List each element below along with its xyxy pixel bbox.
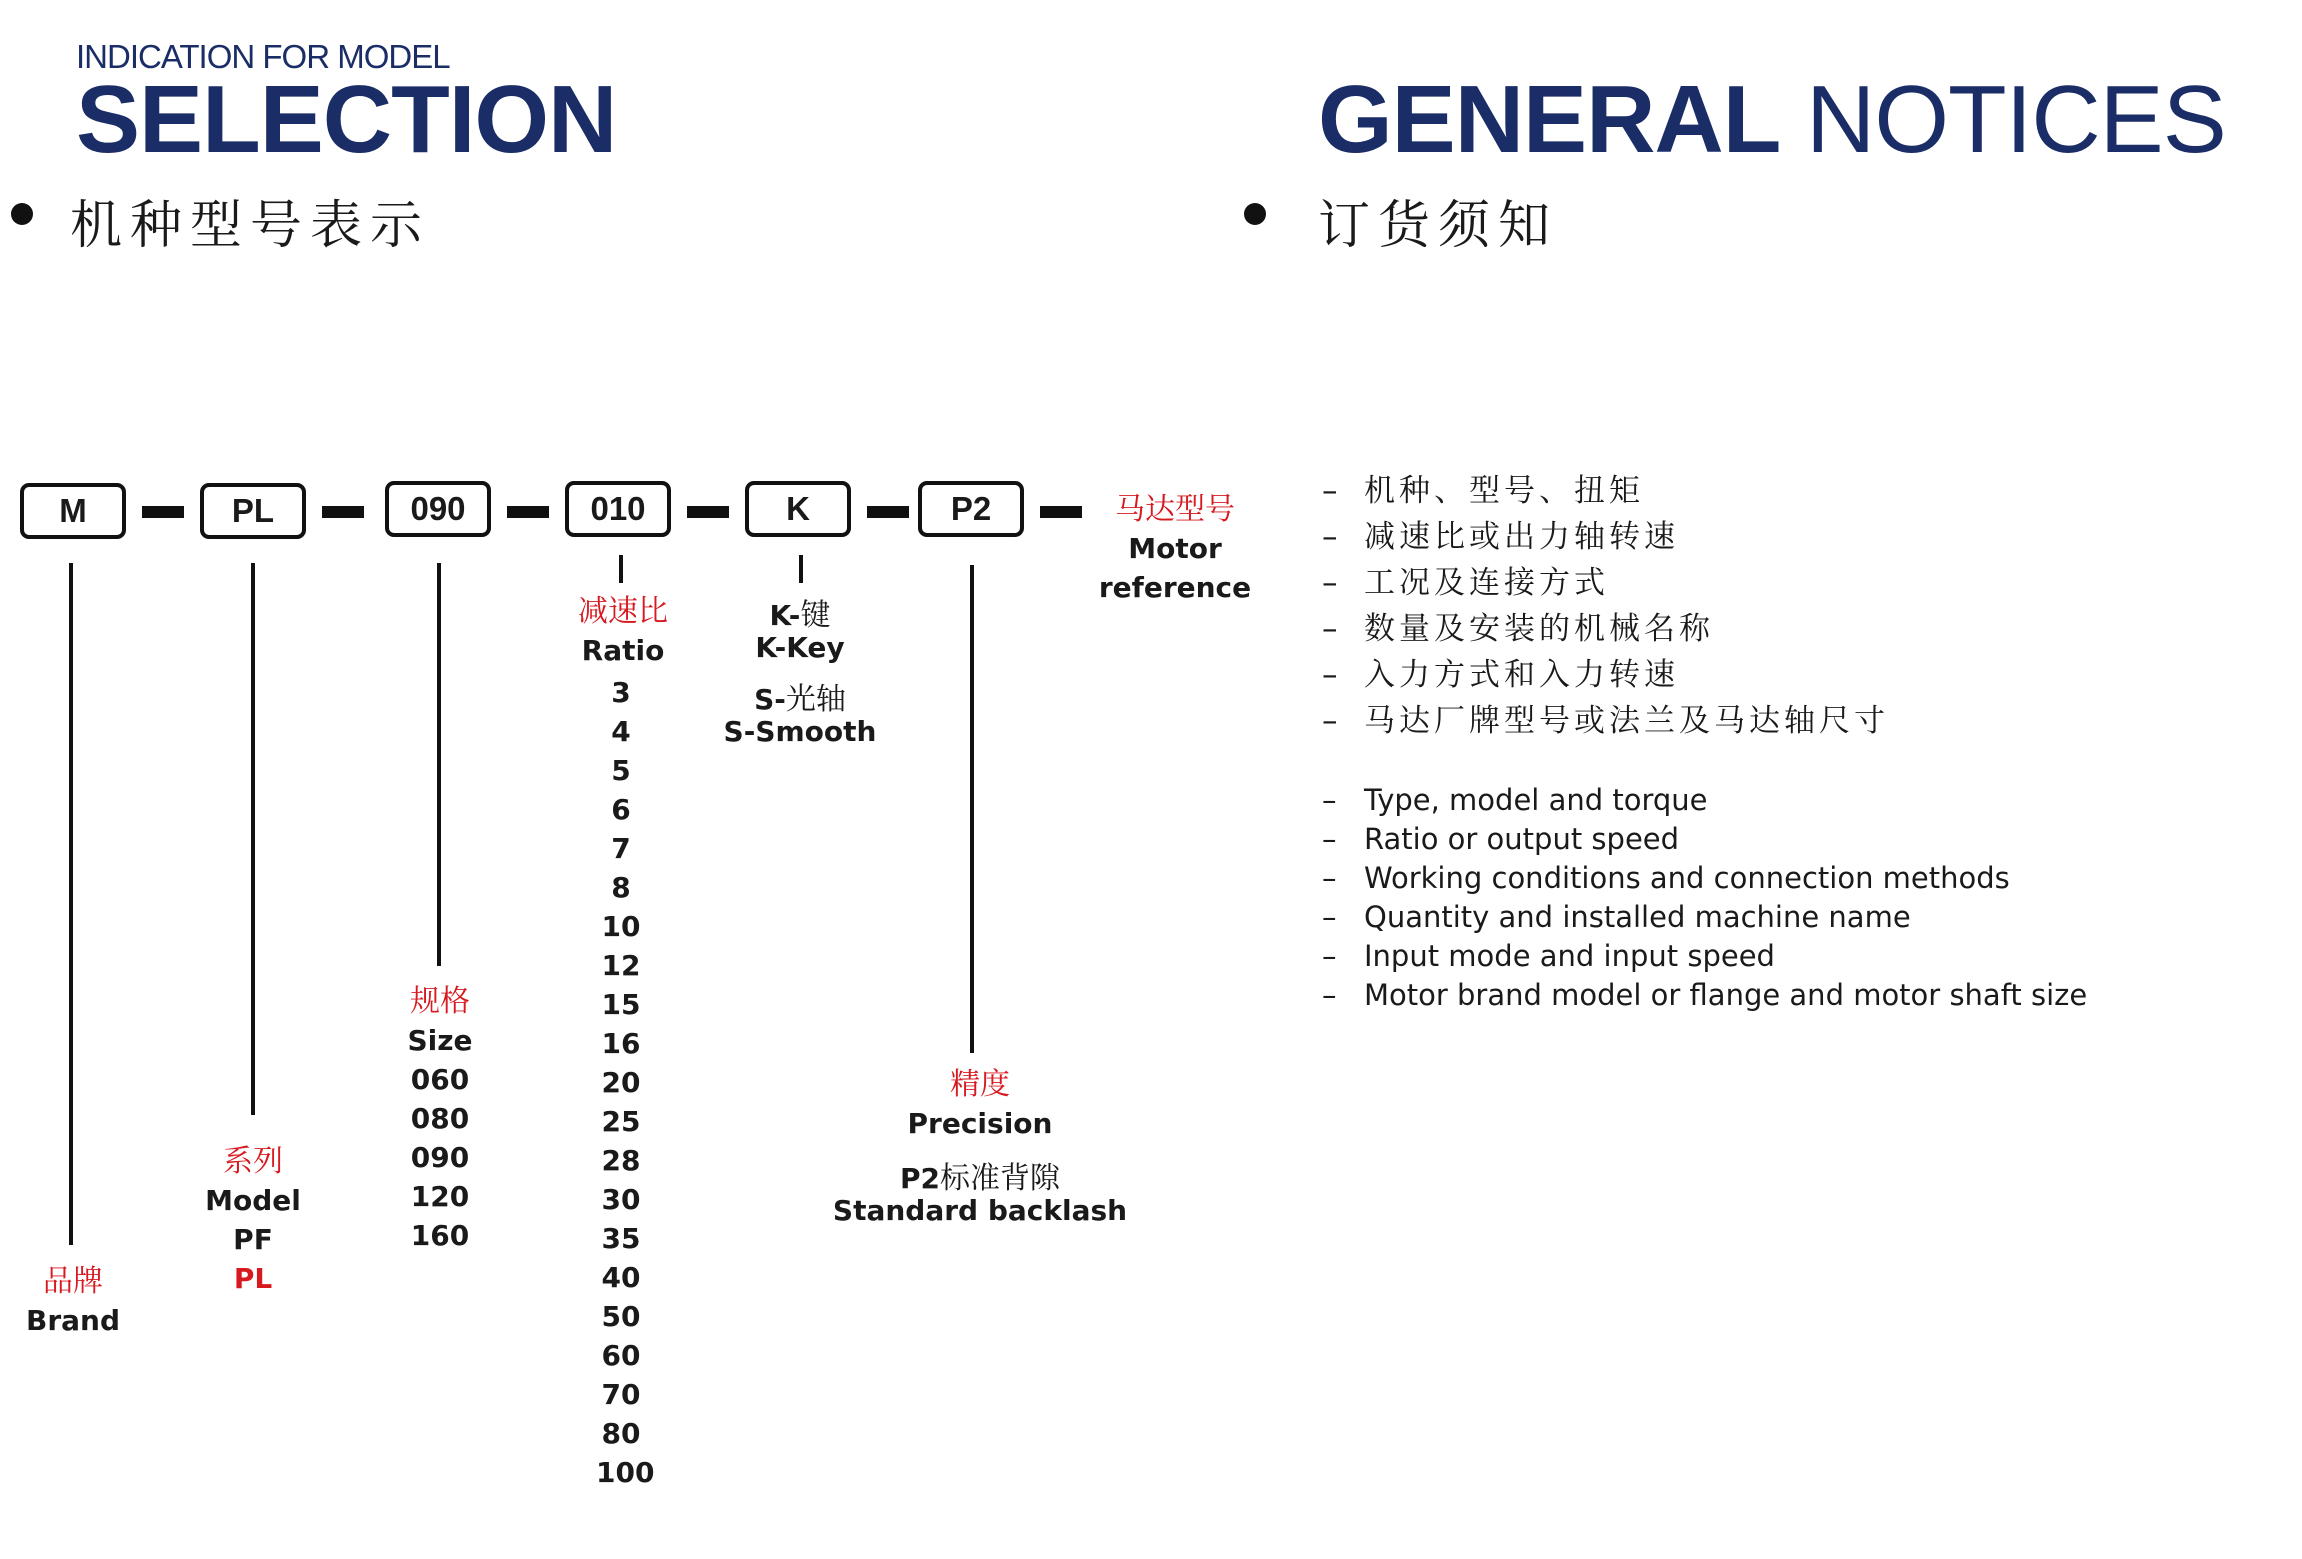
- ratio-value: 12: [601, 949, 641, 982]
- ratio-value: 3: [611, 676, 631, 709]
- separator-dash: [142, 506, 184, 518]
- key-k-en: K-Key: [755, 631, 845, 664]
- ratio-value: 80: [601, 1417, 641, 1450]
- brand-en: Brand: [25, 1304, 121, 1337]
- title-general-notices: [1318, 66, 2226, 173]
- label-size: [365, 982, 515, 1255]
- separator-dash: [867, 506, 909, 518]
- code-box-ratio: 010: [565, 481, 671, 537]
- ratio-value: 70: [601, 1378, 641, 1411]
- connector-line-ratio: [619, 555, 623, 583]
- ratio-values-list: [596, 673, 655, 1492]
- model-option-pf: PF: [233, 1223, 273, 1256]
- connector-line-brand: [69, 563, 73, 1245]
- label-model: [180, 1142, 326, 1298]
- ratio-en: Ratio: [581, 634, 665, 667]
- subtitle-indication: INDICATION FOR MODEL: [76, 38, 450, 75]
- notice-cn-item: – 马达厂牌型号或法兰及马达轴尺寸: [1322, 703, 1889, 739]
- ratio-value: 50: [601, 1300, 641, 1333]
- notice-en-item: – Ratio or output speed: [1322, 822, 1680, 856]
- ratio-value: 15: [601, 988, 641, 1021]
- connector-line-key: [799, 555, 803, 583]
- size-value: 160: [410, 1219, 470, 1252]
- connector-line-model: [251, 563, 255, 1115]
- notice-cn-item: – 减速比或出力轴转速: [1322, 519, 1679, 555]
- model-en: Model: [205, 1184, 301, 1217]
- bullet-dot: [11, 203, 33, 225]
- key-s-cn: 光轴: [785, 682, 846, 717]
- code-box-precision: P2: [918, 481, 1024, 537]
- label-precision-p2: [830, 1163, 1130, 1227]
- label-precision: [870, 1065, 1090, 1143]
- label-key: [720, 600, 880, 748]
- key-k-cn: 键: [800, 598, 831, 633]
- size-cn: 规格: [410, 984, 470, 1019]
- size-value: 080: [410, 1102, 470, 1135]
- ratio-value: 10: [601, 910, 641, 943]
- ratio-value: 8: [611, 871, 631, 904]
- key-k-prefix: K-: [769, 599, 801, 632]
- title-notices-light: NOTICES: [1806, 66, 2226, 173]
- ratio-value: 35: [601, 1222, 641, 1255]
- motor-cn: 马达型号: [1115, 492, 1235, 527]
- p2-code: P2: [899, 1162, 940, 1195]
- code-box-brand: M: [20, 483, 126, 539]
- ratio-value: 100: [596, 1456, 655, 1489]
- code-box-size: 090: [385, 481, 491, 537]
- ratio-value: 5: [611, 754, 631, 787]
- bullet-dot: [1244, 203, 1266, 225]
- ratio-value: 16: [601, 1027, 641, 1060]
- precision-en: Precision: [907, 1107, 1053, 1140]
- key-s-en: S-Smooth: [723, 715, 877, 748]
- size-value: 090: [410, 1141, 470, 1174]
- label-brand: [0, 1262, 146, 1340]
- key-s-line: [720, 684, 880, 716]
- motor-en1: Motor: [1128, 532, 1222, 565]
- label-motor-reference: [1090, 490, 1260, 607]
- motor-en2: reference: [1098, 571, 1252, 604]
- ratio-value: 28: [601, 1144, 641, 1177]
- notice-cn-item: – 入力方式和入力转速: [1322, 657, 1679, 693]
- notice-cn-item: – 工况及连接方式: [1322, 565, 1609, 601]
- ratio-value: 30: [601, 1183, 641, 1216]
- label-ratio: [550, 592, 696, 670]
- title-general-bold: GENERAL: [1318, 66, 1781, 173]
- key-k-line: [720, 600, 880, 632]
- cn-title-model: 机种型号表示: [70, 196, 431, 256]
- notice-en-item: – Input mode and input speed: [1322, 939, 1775, 973]
- p2-en: Standard backlash: [832, 1194, 1128, 1227]
- code-box-model: PL: [200, 483, 306, 539]
- connector-line-precision: [970, 565, 974, 1053]
- ratio-value: 20: [601, 1066, 641, 1099]
- separator-dash: [1040, 506, 1082, 518]
- notice-en-item: – Motor brand model or flange and motor shaft size: [1322, 978, 2088, 1012]
- cn-title-notices: 订货须知: [1318, 196, 1559, 256]
- precision-cn: 精度: [950, 1067, 1010, 1102]
- size-value: 120: [410, 1180, 470, 1213]
- key-s-prefix: S-: [754, 683, 786, 716]
- connector-line-size: [437, 563, 441, 966]
- notice-en-item: – Type, model and torque: [1322, 783, 1708, 817]
- separator-dash: [507, 506, 549, 518]
- p2-cn: 标准背隙: [940, 1161, 1060, 1196]
- ratio-value: 4: [611, 715, 631, 748]
- notice-cn-item: – 机种、型号、扭矩: [1322, 473, 1644, 509]
- separator-dash: [687, 506, 729, 518]
- notice-en-item: – Quantity and installed machine name: [1322, 900, 1911, 934]
- notice-en-item: – Working conditions and connection methods: [1322, 861, 2010, 895]
- notices-cn-list: [1322, 468, 1889, 744]
- ratio-value: 6: [611, 793, 631, 826]
- ratio-value: 40: [601, 1261, 641, 1294]
- ratio-value: 7: [611, 832, 631, 865]
- code-box-key: K: [745, 481, 851, 537]
- model-cn: 系列: [223, 1144, 283, 1179]
- ratio-cn: 减速比: [578, 594, 668, 629]
- p2-line: [830, 1163, 1130, 1195]
- separator-dash: [322, 506, 364, 518]
- title-selection: SELECTION: [76, 66, 617, 173]
- brand-cn: 品牌: [43, 1264, 103, 1299]
- model-option-pl: PL: [233, 1262, 273, 1295]
- ratio-value: 60: [601, 1339, 641, 1372]
- ratio-value: 25: [601, 1105, 641, 1138]
- size-value: 060: [410, 1063, 470, 1096]
- notice-cn-item: – 数量及安装的机械名称: [1322, 611, 1714, 647]
- notices-en-list: [1322, 781, 2087, 1015]
- size-en: Size: [407, 1024, 473, 1057]
